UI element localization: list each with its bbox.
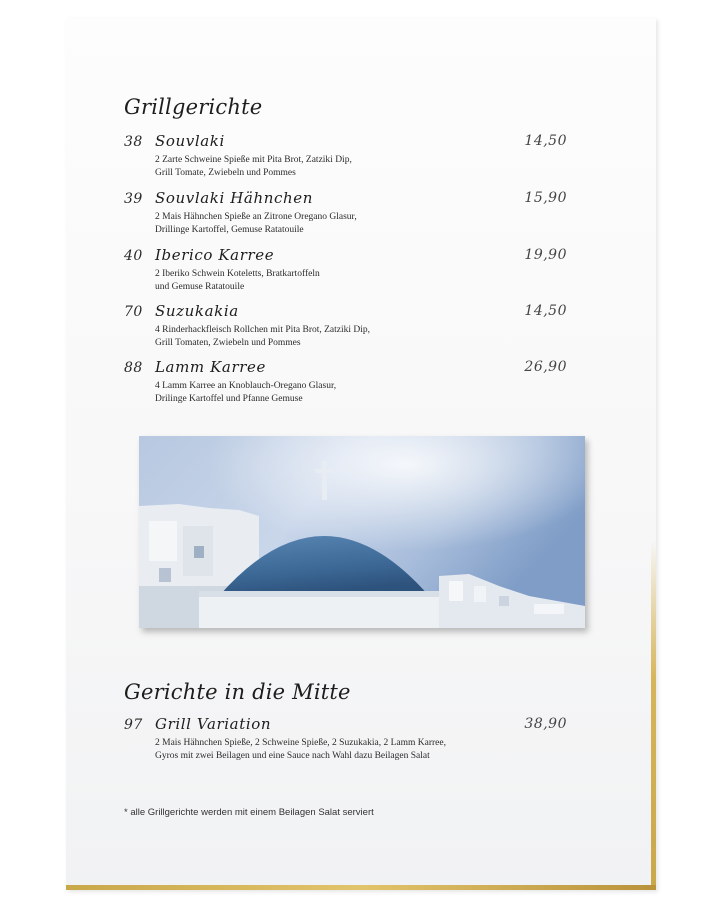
item-name: Grill Variation bbox=[155, 715, 272, 733]
item-price: 14,50 bbox=[524, 303, 567, 319]
section-title-gerichte-in-die-mitte: Gerichte in die Mitte bbox=[124, 680, 351, 704]
item-description-line: 2 Zarte Schweine Spieße mit Pita Brot, Zatziki Dip, bbox=[155, 155, 352, 165]
menu-item bbox=[124, 246, 569, 293]
item-description-line: Gyros mit zwei Beilagen und eine Sauce nach Wahl dazu Beilagen Salat bbox=[155, 750, 430, 761]
item-description-line: Grill Tomaten, Zwiebeln und Pommes bbox=[155, 337, 301, 348]
footnote: * alle Grillgerichte werden mit einem Beilagen Salat serviert bbox=[124, 807, 374, 818]
item-number: 38 bbox=[124, 134, 143, 150]
item-description-line: 2 Iberiko Schwein Koteletts, Bratkartoffeln bbox=[155, 269, 320, 279]
item-price: 38,90 bbox=[524, 716, 567, 732]
item-description-line: 4 Rinderhackfleisch Rollchen mit Pita Brot, Zatziki Dip, bbox=[155, 325, 371, 335]
item-number: 88 bbox=[124, 360, 143, 376]
menu-item bbox=[124, 358, 569, 405]
item-description bbox=[155, 737, 569, 762]
item-description-line: 2 Mais Hähnchen Spieße, 2 Schweine Spieße, 2 Suzukakia, 2 Lamm Karree, bbox=[155, 738, 446, 748]
item-description bbox=[155, 268, 569, 293]
item-description-line: 4 Lamm Karree an Knoblauch-Oregano Glasur, bbox=[155, 381, 337, 391]
menu-item bbox=[124, 715, 569, 762]
item-name: Suzukakia bbox=[155, 302, 239, 320]
item-name: Souvlaki Hähnchen bbox=[155, 189, 313, 207]
item-price: 14,50 bbox=[524, 133, 567, 149]
item-description bbox=[155, 154, 569, 179]
item-number: 40 bbox=[124, 248, 143, 264]
item-price: 15,90 bbox=[524, 190, 567, 206]
item-number: 70 bbox=[124, 304, 143, 320]
item-description-line: Drilinge Kartoffel und Pfanne Gemuse bbox=[155, 393, 303, 404]
item-description-line: und Gemuse Ratatouile bbox=[155, 281, 245, 292]
item-description-line: 2 Mais Hähnchen Spieße an Zitrone Oregano Glasur, bbox=[155, 212, 357, 222]
section-title-grillgerichte: Grillgerichte bbox=[124, 95, 263, 119]
menu-item bbox=[124, 302, 569, 349]
item-name: Souvlaki bbox=[155, 132, 225, 150]
item-name: Iberico Karree bbox=[155, 246, 275, 264]
item-name: Lamm Karree bbox=[155, 358, 266, 376]
item-number: 97 bbox=[124, 717, 143, 733]
item-description bbox=[155, 324, 569, 349]
item-description bbox=[155, 380, 569, 405]
santorini-dome-image bbox=[139, 436, 585, 628]
item-price: 26,90 bbox=[524, 359, 567, 375]
item-number: 39 bbox=[124, 191, 143, 207]
page-gold-edge-right bbox=[651, 540, 656, 890]
menu-item bbox=[124, 189, 569, 236]
santorini-photo bbox=[139, 436, 585, 628]
menu-item bbox=[124, 132, 569, 179]
item-price: 19,90 bbox=[524, 247, 567, 263]
item-description bbox=[155, 211, 569, 236]
page-gold-edge-bottom bbox=[66, 885, 656, 890]
item-description-line: Grill Tomate, Zwiebeln und Pommes bbox=[155, 167, 296, 178]
item-description-line: Drillinge Kartoffel, Gemuse Ratatouile bbox=[155, 224, 304, 235]
